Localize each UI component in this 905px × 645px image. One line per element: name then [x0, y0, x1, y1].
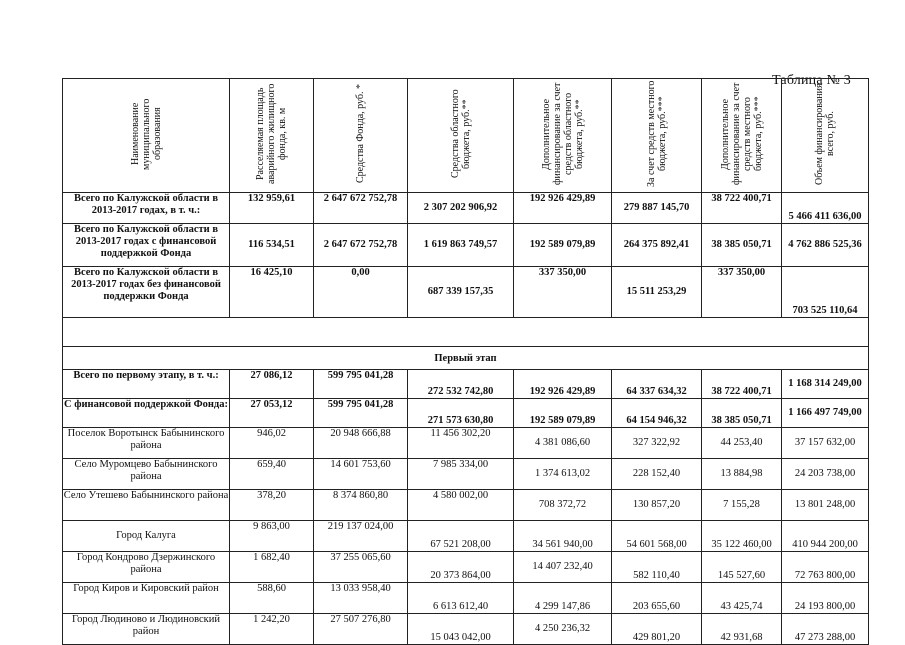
cell-fund: 2 647 672 752,78	[314, 193, 408, 224]
cell-local: 64 337 634,32	[612, 370, 702, 399]
cell-local-extra: 7 155,28	[702, 490, 782, 521]
cell-area: 378,20	[230, 490, 314, 521]
cell-regional-extra: 192 589 079,89	[514, 224, 612, 267]
cell-regional: 272 532 742,80	[408, 370, 514, 399]
cell-local-extra: 35 122 460,00	[702, 521, 782, 552]
cell-total: 1 166 497 749,00	[782, 399, 869, 428]
cell-fund: 599 795 041,28	[314, 399, 408, 428]
table-row	[63, 428, 869, 459]
cell-fund: 599 795 041,28	[314, 370, 408, 399]
cell-total: 13 801 248,00	[782, 490, 869, 521]
header-municipality: Наименование муниципального образования	[129, 98, 163, 170]
header-cell	[612, 79, 702, 193]
header-row	[63, 79, 869, 193]
cell-area: 27 053,12	[230, 399, 314, 428]
cell-regional: 20 373 864,00	[408, 552, 514, 583]
cell-local-extra: 337 350,00	[702, 267, 782, 318]
financing-table	[62, 78, 869, 645]
header-cell	[782, 79, 869, 193]
cell-local: 203 655,60	[612, 583, 702, 614]
cell-local-extra: 42 931,68	[702, 614, 782, 645]
cell-total: 24 203 738,00	[782, 459, 869, 490]
header-local-extra: Дополнительное финансирование за счет средств местного бюджета, руб.***	[719, 82, 764, 186]
cell-total: 1 168 314 249,00	[782, 370, 869, 399]
cell-total: 703 525 110,64	[782, 267, 869, 318]
cell-regional: 7 985 334,00	[408, 459, 514, 490]
cell-local: 54 601 568,00	[612, 521, 702, 552]
row-label: Всего по Калужской области в 2013-2017 годах без финансовой поддержки Фонда	[63, 267, 230, 318]
cell-local: 429 801,20	[612, 614, 702, 645]
cell-local: 64 154 946,32	[612, 399, 702, 428]
cell-regional: 6 613 612,40	[408, 583, 514, 614]
table-row	[63, 552, 869, 583]
row-label: Село Утешево Бабынинского района	[63, 490, 230, 521]
row-label: Всего по первому этапу, в т. ч.:	[63, 370, 230, 399]
cell-regional: 4 580 002,00	[408, 490, 514, 521]
table-row	[63, 490, 869, 521]
cell-fund: 0,00	[314, 267, 408, 318]
cell-regional-extra: 4 381 086,60	[514, 428, 612, 459]
cell-total: 5 466 411 636,00	[782, 193, 869, 224]
spacer-row	[63, 318, 869, 347]
cell-local-extra: 43 425,74	[702, 583, 782, 614]
table-caption: Таблица № 3	[772, 73, 851, 88]
cell-area: 1 242,20	[230, 614, 314, 645]
table-row	[63, 224, 869, 267]
cell-regional-extra: 192 926 429,89	[514, 370, 612, 399]
cell-fund: 20 948 666,88	[314, 428, 408, 459]
header-cell	[230, 79, 314, 193]
row-label: Поселок Воротынск Бабынинского района	[63, 428, 230, 459]
cell-regional-extra: 1 374 613,02	[514, 459, 612, 490]
cell-area: 1 682,40	[230, 552, 314, 583]
cell-regional-extra: 192 926 429,89	[514, 193, 612, 224]
cell-local: 130 857,20	[612, 490, 702, 521]
stage-heading: Первый этап	[63, 347, 869, 370]
table-row	[63, 521, 869, 552]
cell-area: 659,40	[230, 459, 314, 490]
table-row	[63, 370, 869, 399]
header-regional-extra: Дополнительное финансирование за счет средств областного бюджета, руб.**	[540, 82, 585, 186]
cell-regional: 15 043 042,00	[408, 614, 514, 645]
cell-total: 37 157 632,00	[782, 428, 869, 459]
header-cell	[702, 79, 782, 193]
cell-local: 279 887 145,70	[612, 193, 702, 224]
row-label: Город Калуга	[63, 521, 230, 552]
cell-regional: 271 573 630,80	[408, 399, 514, 428]
cell-total: 410 944 200,00	[782, 521, 869, 552]
cell-local: 228 152,40	[612, 459, 702, 490]
cell-local-extra: 38 385 050,71	[702, 224, 782, 267]
cell-fund: 2 647 672 752,78	[314, 224, 408, 267]
header-cell	[408, 79, 514, 193]
cell-regional-extra: 14 407 232,40	[514, 552, 612, 583]
header-cell	[314, 79, 408, 193]
header-cell	[63, 79, 230, 193]
cell-regional-extra: 192 589 079,89	[514, 399, 612, 428]
header-fund: Средства Фонда, руб. *	[355, 84, 366, 184]
header-area: Расселяемая площадь аварийного жилищного фонда, кв. м	[255, 83, 288, 185]
row-label: Город Киров и Кировский район	[63, 583, 230, 614]
cell-fund: 219 137 024,00	[314, 521, 408, 552]
cell-area: 116 534,51	[230, 224, 314, 267]
cell-local-extra: 44 253,40	[702, 428, 782, 459]
cell-regional: 1 619 863 749,57	[408, 224, 514, 267]
cell-area: 9 863,00	[230, 521, 314, 552]
cell-total: 24 193 800,00	[782, 583, 869, 614]
table-row	[63, 267, 869, 318]
cell-regional: 687 339 157,35	[408, 267, 514, 318]
cell-regional-extra: 34 561 940,00	[514, 521, 612, 552]
row-label: Село Муромцево Бабынинского района	[63, 459, 230, 490]
cell-local: 327 322,92	[612, 428, 702, 459]
header-cell	[514, 79, 612, 193]
cell-regional: 2 307 202 906,92	[408, 193, 514, 224]
spacer-cell	[63, 318, 869, 347]
row-label: Всего по Калужской области в 2013-2017 годах с финансовой поддержкой Фонда	[63, 224, 230, 267]
cell-area: 946,02	[230, 428, 314, 459]
table-row	[63, 193, 869, 224]
cell-local-extra: 38 722 400,71	[702, 193, 782, 224]
cell-fund: 37 255 065,60	[314, 552, 408, 583]
cell-total: 72 763 800,00	[782, 552, 869, 583]
table-row	[63, 399, 869, 428]
stage-heading-row	[63, 347, 869, 370]
header-total: Объем финансирования всего, руб.	[814, 83, 836, 185]
cell-local: 582 110,40	[612, 552, 702, 583]
table-row	[63, 459, 869, 490]
cell-local-extra: 13 884,98	[702, 459, 782, 490]
cell-regional: 67 521 208,00	[408, 521, 514, 552]
cell-regional-extra: 708 372,72	[514, 490, 612, 521]
table-row	[63, 583, 869, 614]
cell-local: 15 511 253,29	[612, 267, 702, 318]
row-label: Город Кондрово Дзержинского района	[63, 552, 230, 583]
header-regional: Средства областного бюджета, руб.**	[449, 89, 472, 179]
cell-area: 132 959,61	[230, 193, 314, 224]
cell-regional-extra: 337 350,00	[514, 267, 612, 318]
cell-fund: 13 033 958,40	[314, 583, 408, 614]
cell-fund: 14 601 753,60	[314, 459, 408, 490]
cell-regional-extra: 4 299 147,86	[514, 583, 612, 614]
row-label: Город Людиново и Людиновский район	[63, 614, 230, 645]
cell-local-extra: 38 722 400,71	[702, 370, 782, 399]
cell-fund: 8 374 860,80	[314, 490, 408, 521]
row-label: Всего по Калужской области в 2013-2017 годах, в т. ч.:	[63, 193, 230, 224]
cell-local-extra: 38 385 050,71	[702, 399, 782, 428]
cell-regional: 11 456 302,20	[408, 428, 514, 459]
cell-fund: 27 507 276,80	[314, 614, 408, 645]
cell-total: 4 762 886 525,36	[782, 224, 869, 267]
header-local: За счет средств местного бюджета, руб.***	[645, 80, 668, 188]
cell-local-extra: 145 527,60	[702, 552, 782, 583]
cell-local: 264 375 892,41	[612, 224, 702, 267]
cell-total: 47 273 288,00	[782, 614, 869, 645]
cell-area: 16 425,10	[230, 267, 314, 318]
cell-area: 27 086,12	[230, 370, 314, 399]
cell-regional-extra: 4 250 236,32	[514, 614, 612, 645]
cell-area: 588,60	[230, 583, 314, 614]
row-label: С финансовой поддержкой Фонда:	[63, 399, 230, 428]
